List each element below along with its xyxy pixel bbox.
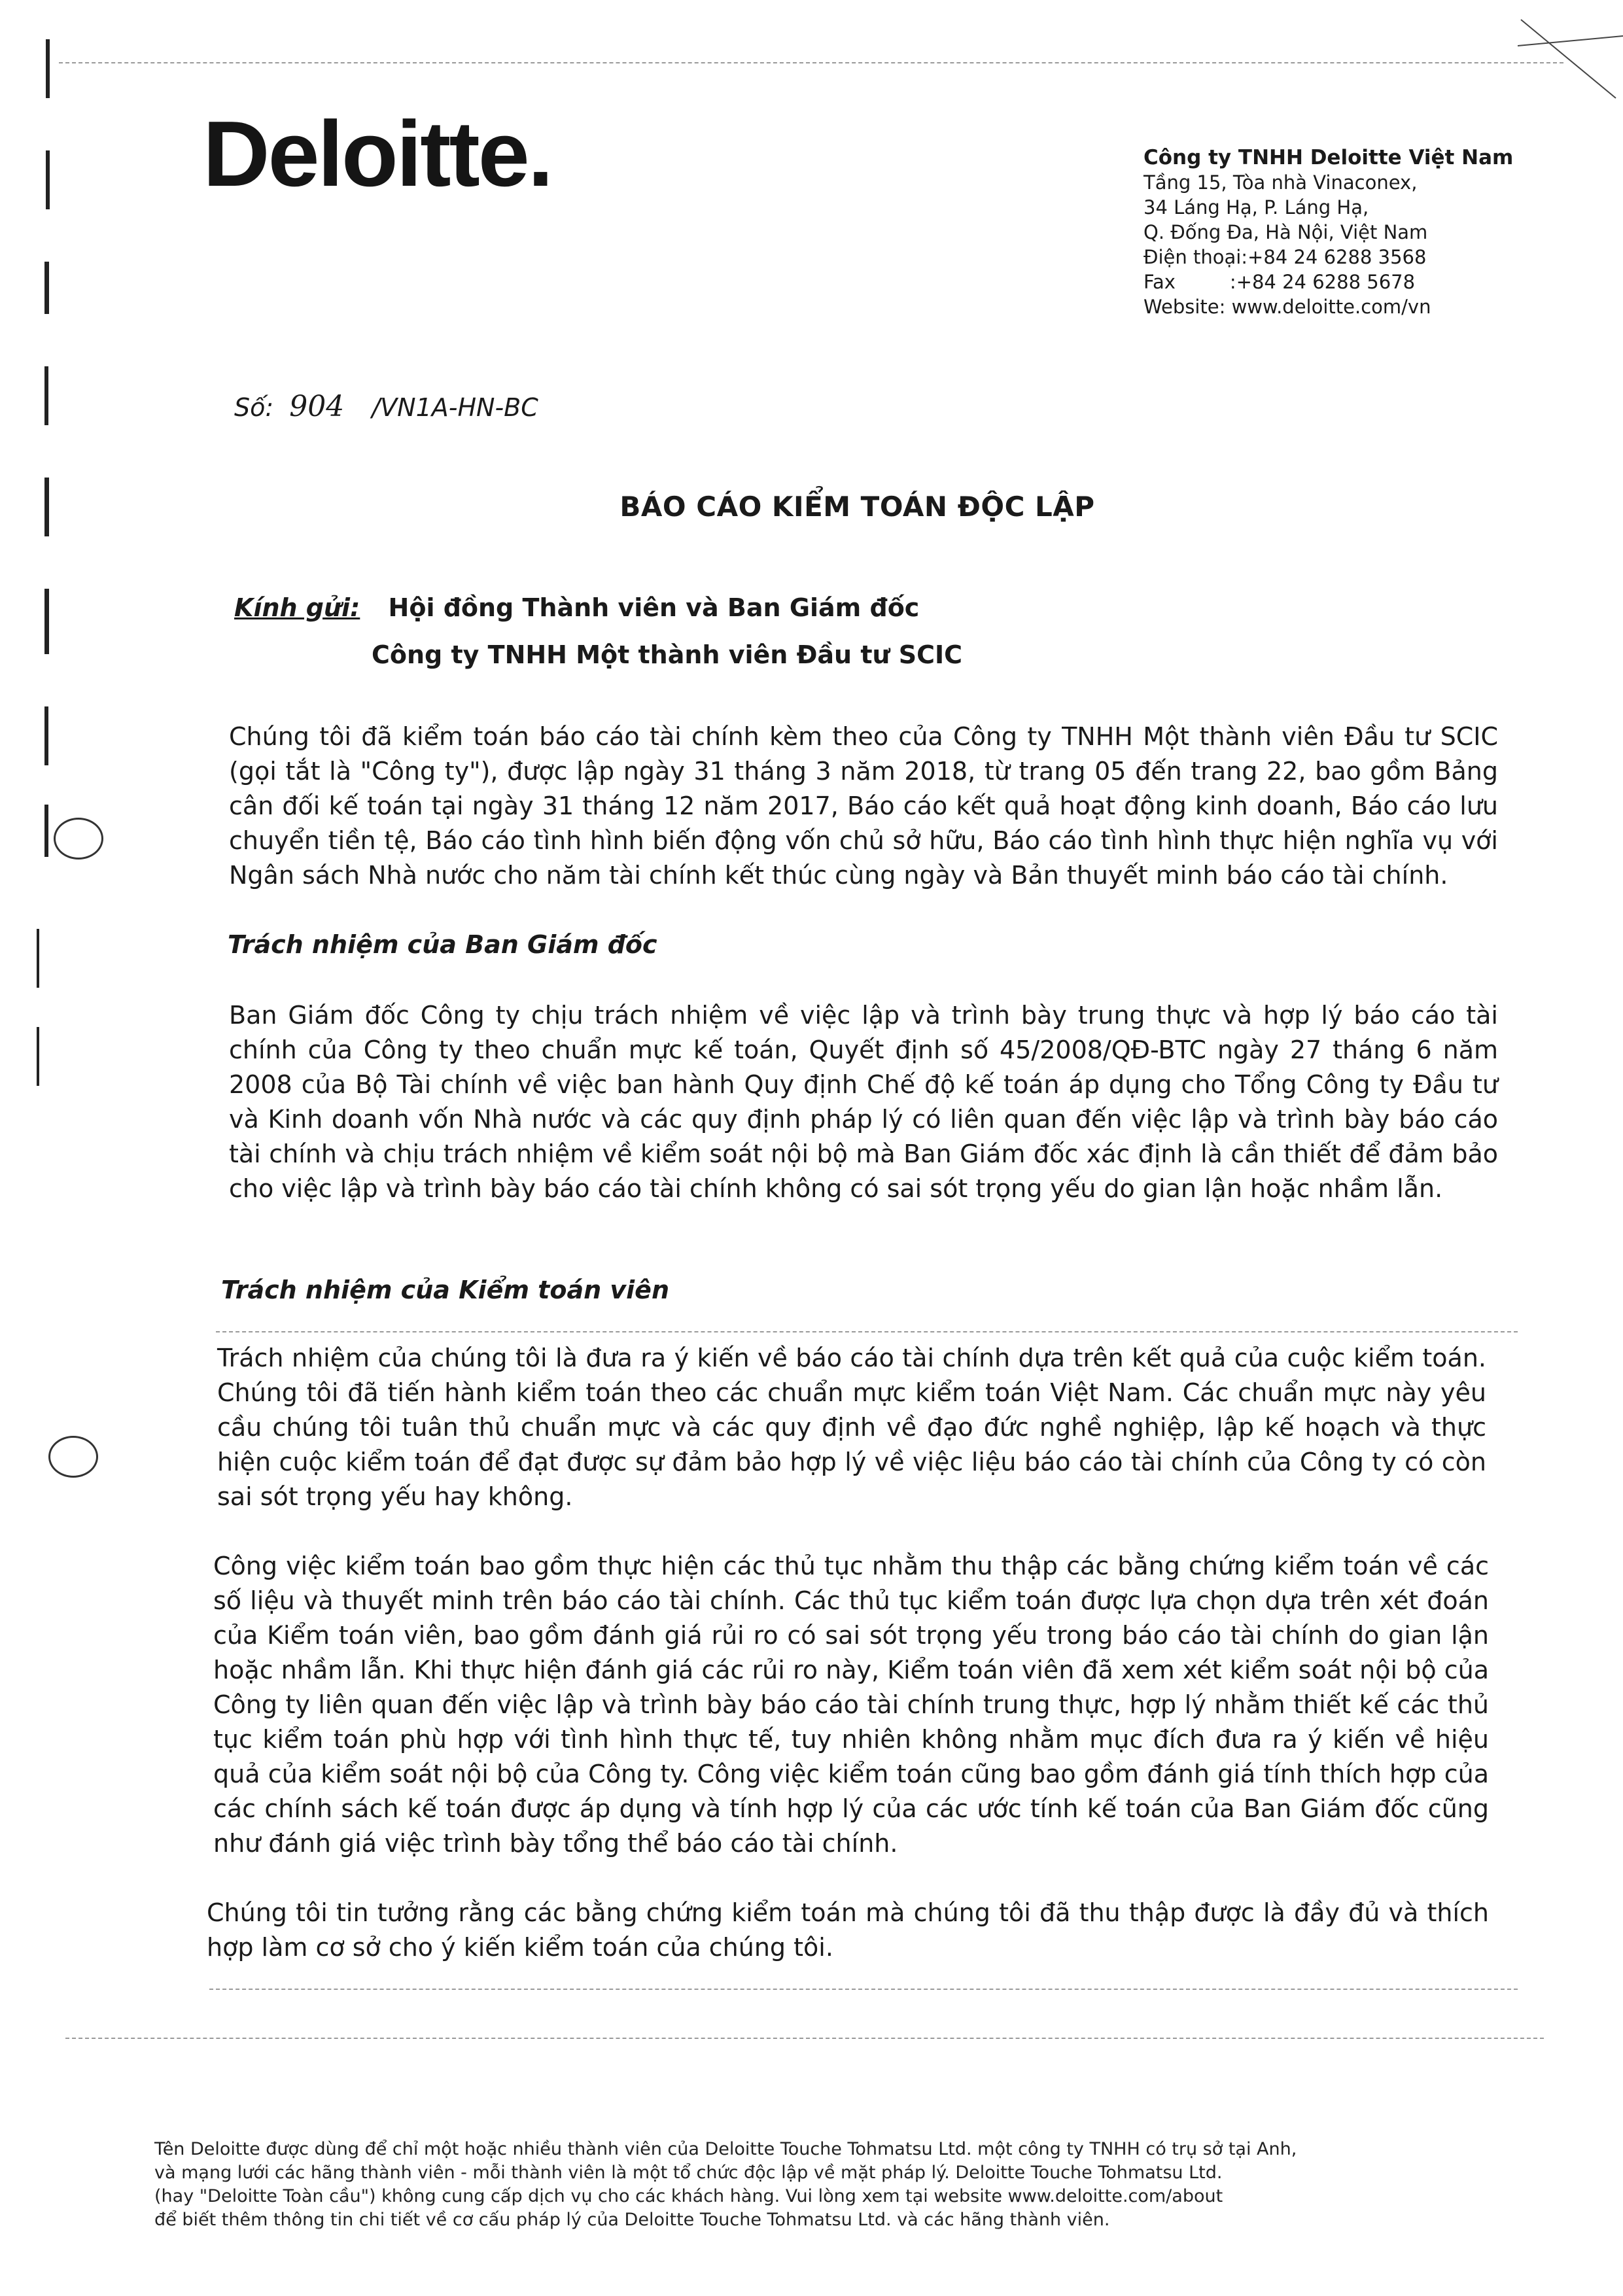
address-line: Tầng 15, Tòa nhà Vinaconex, — [1143, 171, 1418, 194]
footer-line: Tên Deloitte được dùng để chỉ một hoặc nhiều thành viên của Deloitte Touche Tohmatsu Ltd. một công ty TNHH có trụ sở tại Anh, — [154, 2139, 1297, 2159]
reference-suffix: /VN1A-HN-BC — [372, 393, 538, 422]
scan-line — [216, 1331, 1518, 1332]
binding-mark — [44, 805, 48, 857]
address-line: Q. Đống Đa, Hà Nội, Việt Nam — [1143, 221, 1428, 243]
website-line: Website: www.deloitte.com/vn — [1143, 296, 1431, 318]
report-title: BÁO CÁO KIỂM TOÁN ĐỘC LẬP — [620, 491, 1095, 523]
footer-line: và mạng lưới các hãng thành viên - mỗi thành viên là một tổ chức độc lập về mặt pháp lý. Deloitte Touche Tohmatsu Ltd. — [154, 2163, 1223, 2183]
address-line: 34 Láng Hạ, P. Láng Hạ, — [1143, 196, 1369, 218]
management-paragraph: Ban Giám đốc Công ty chịu trách nhiệm về việc lập và trình bày trung thực và hợp lý báo cáo tài chính của Công ty theo chuẩn mực kế toán, Quyết định số 45/2008/QĐ-BTC ngày 27 tháng 6 năm 2008 của Bộ Tài chính về việc ban hành Quy định Chế độ kế toán áp dụng cho Tổng Công ty Đầu tư và Kinh doanh vốn Nhà nước và các quy định pháp lý có liên quan đến việc lập và trình bày báo cáo tài chính và chịu trách nhiệm về kiểm soát nội bộ mà Ban Giám đốc xác định là cần thiết để đảm bảo cho việc lập và trình bày báo cáo tài chính không có sai sót trọng yếu do gian lận hoặc nhầm lẫn. — [229, 1001, 1498, 1203]
auditor-paragraph-3: Chúng tôi tin tưởng rằng các bằng chứng kiểm toán mà chúng tôi đã thu thập được là đầy đủ và thích hợp làm cơ sở cho ý kiến kiểm toán của chúng tôi. — [207, 1898, 1489, 1962]
addressee-line-2: Công ty TNHH Một thành viên Đầu tư SCIC — [372, 640, 963, 669]
deloitte-logo: Deloitte. — [203, 102, 552, 206]
phone-line: Điện thoại:+84 24 6288 3568 — [1143, 246, 1427, 268]
section-heading-auditor: Trách nhiệm của Kiểm toán viên — [221, 1276, 670, 1304]
company-address-block — [1143, 145, 1513, 319]
fax-line: Fax :+84 24 6288 5678 — [1143, 271, 1416, 293]
binding-mark — [44, 706, 48, 765]
handwritten-number: 904 — [289, 390, 345, 423]
binding-mark — [44, 366, 48, 425]
auditor-paragraph-2: Công việc kiểm toán bao gồm thực hiện các thủ tục nhằm thu thập các bằng chứng kiểm toán về các số liệu và thuyết minh trên báo cáo tài chính. Các thủ tục kiểm toán được lựa chọn dựa trên xét đoán của Kiểm toán viên, bao gồm đánh giá rủi ro có sai sót trọng yếu trong báo cáo tài chính do gian lận hoặc nhầm lẫn. Khi thực hiện đánh giá các rủi ro này, Kiểm toán viên đã xem xét kiểm soát nội bộ của Công ty liên quan đến việc lập và trình bày báo cáo tài chính trung thực, hợp lý nhằm thiết kế các thủ tục kiểm toán phù hợp với tình hình thực tế, tuy nhiên không nhằm mục đích đưa ra ý kiến về hiệu quả của kiểm soát nội bộ của Công ty. Công việc kiểm toán cũng bao gồm đánh giá tính thích hợp của các chính sách kế toán được áp dụng và tính hợp lý của các ước tính kế toán của Ban Giám đốc cũng như đánh giá việc trình bày tổng thể báo cáo tài chính. — [213, 1552, 1489, 1858]
binding-mark — [37, 929, 39, 988]
punch-hole — [48, 1436, 98, 1478]
corner-fold-lines — [1518, 13, 1623, 105]
binding-mark — [46, 39, 50, 98]
binding-mark — [46, 150, 50, 209]
footer-line: để biết thêm thông tin chi tiết về cơ cấu pháp lý của Deloitte Touche Tohmatsu Ltd. và các hãng thành viên. — [154, 2210, 1110, 2230]
binding-mark — [44, 262, 49, 314]
addressee-line-1: Hội đồng Thành viên và Ban Giám đốc — [388, 593, 920, 622]
footer-line: (hay "Deloitte Toàn cầu") không cung cấp dịch vụ cho các khách hàng. Vui lòng xem tại website www.deloitte.com/about — [154, 2186, 1223, 2206]
binding-mark — [37, 1027, 39, 1086]
section-heading-management: Trách nhiệm của Ban Giám đốc — [228, 930, 657, 959]
company-name: Công ty TNHH Deloitte Việt Nam — [1143, 146, 1514, 169]
reference-number — [234, 390, 538, 423]
footer-disclaimer — [154, 2138, 1456, 2232]
binding-mark — [44, 589, 49, 654]
scan-line — [209, 1989, 1518, 1990]
reference-label: Số: — [234, 393, 274, 422]
auditor-paragraph-1: Trách nhiệm của chúng tôi là đưa ra ý kiến về báo cáo tài chính dựa trên kết quả của cuộc kiểm toán. Chúng tôi đã tiến hành kiểm toán theo các chuẩn mực kiểm toán Việt Nam. Các chuẩn mực này yêu cầu chúng tôi tuân thủ chuẩn mực và các quy định về đạo đức nghề nghiệp, lập kế hoạch và thực hiện cuộc kiểm toán để đạt được sự đảm bảo hợp lý về việc liệu báo cáo tài chính của Công ty có còn sai sót trọng yếu hay không. — [217, 1344, 1486, 1511]
addressee-label: Kính gửi: — [234, 593, 360, 622]
scan-line — [59, 62, 1563, 63]
scan-line — [65, 2038, 1544, 2039]
intro-paragraph: Chúng tôi đã kiểm toán báo cáo tài chính kèm theo của Công ty TNHH Một thành viên Đầu tư SCIC (gọi tắt là "Công ty"), được lập ngày 31 tháng 3 năm 2018, từ trang 05 đến trang 22, bao gồm Bảng cân đối kế toán tại ngày 31 tháng 12 năm 2017, Báo cáo kết quả hoạt động kinh doanh, Báo cáo lưu chuyển tiền tệ, Báo cáo tình hình biến động vốn chủ sở hữu, Báo cáo tình hình thực hiện nghĩa vụ với Ngân sách Nhà nước cho năm tài chính kết thúc cùng ngày và Bản thuyết minh báo cáo tài chính. — [229, 722, 1498, 890]
punch-hole — [54, 818, 103, 860]
addressee-block — [234, 584, 962, 678]
